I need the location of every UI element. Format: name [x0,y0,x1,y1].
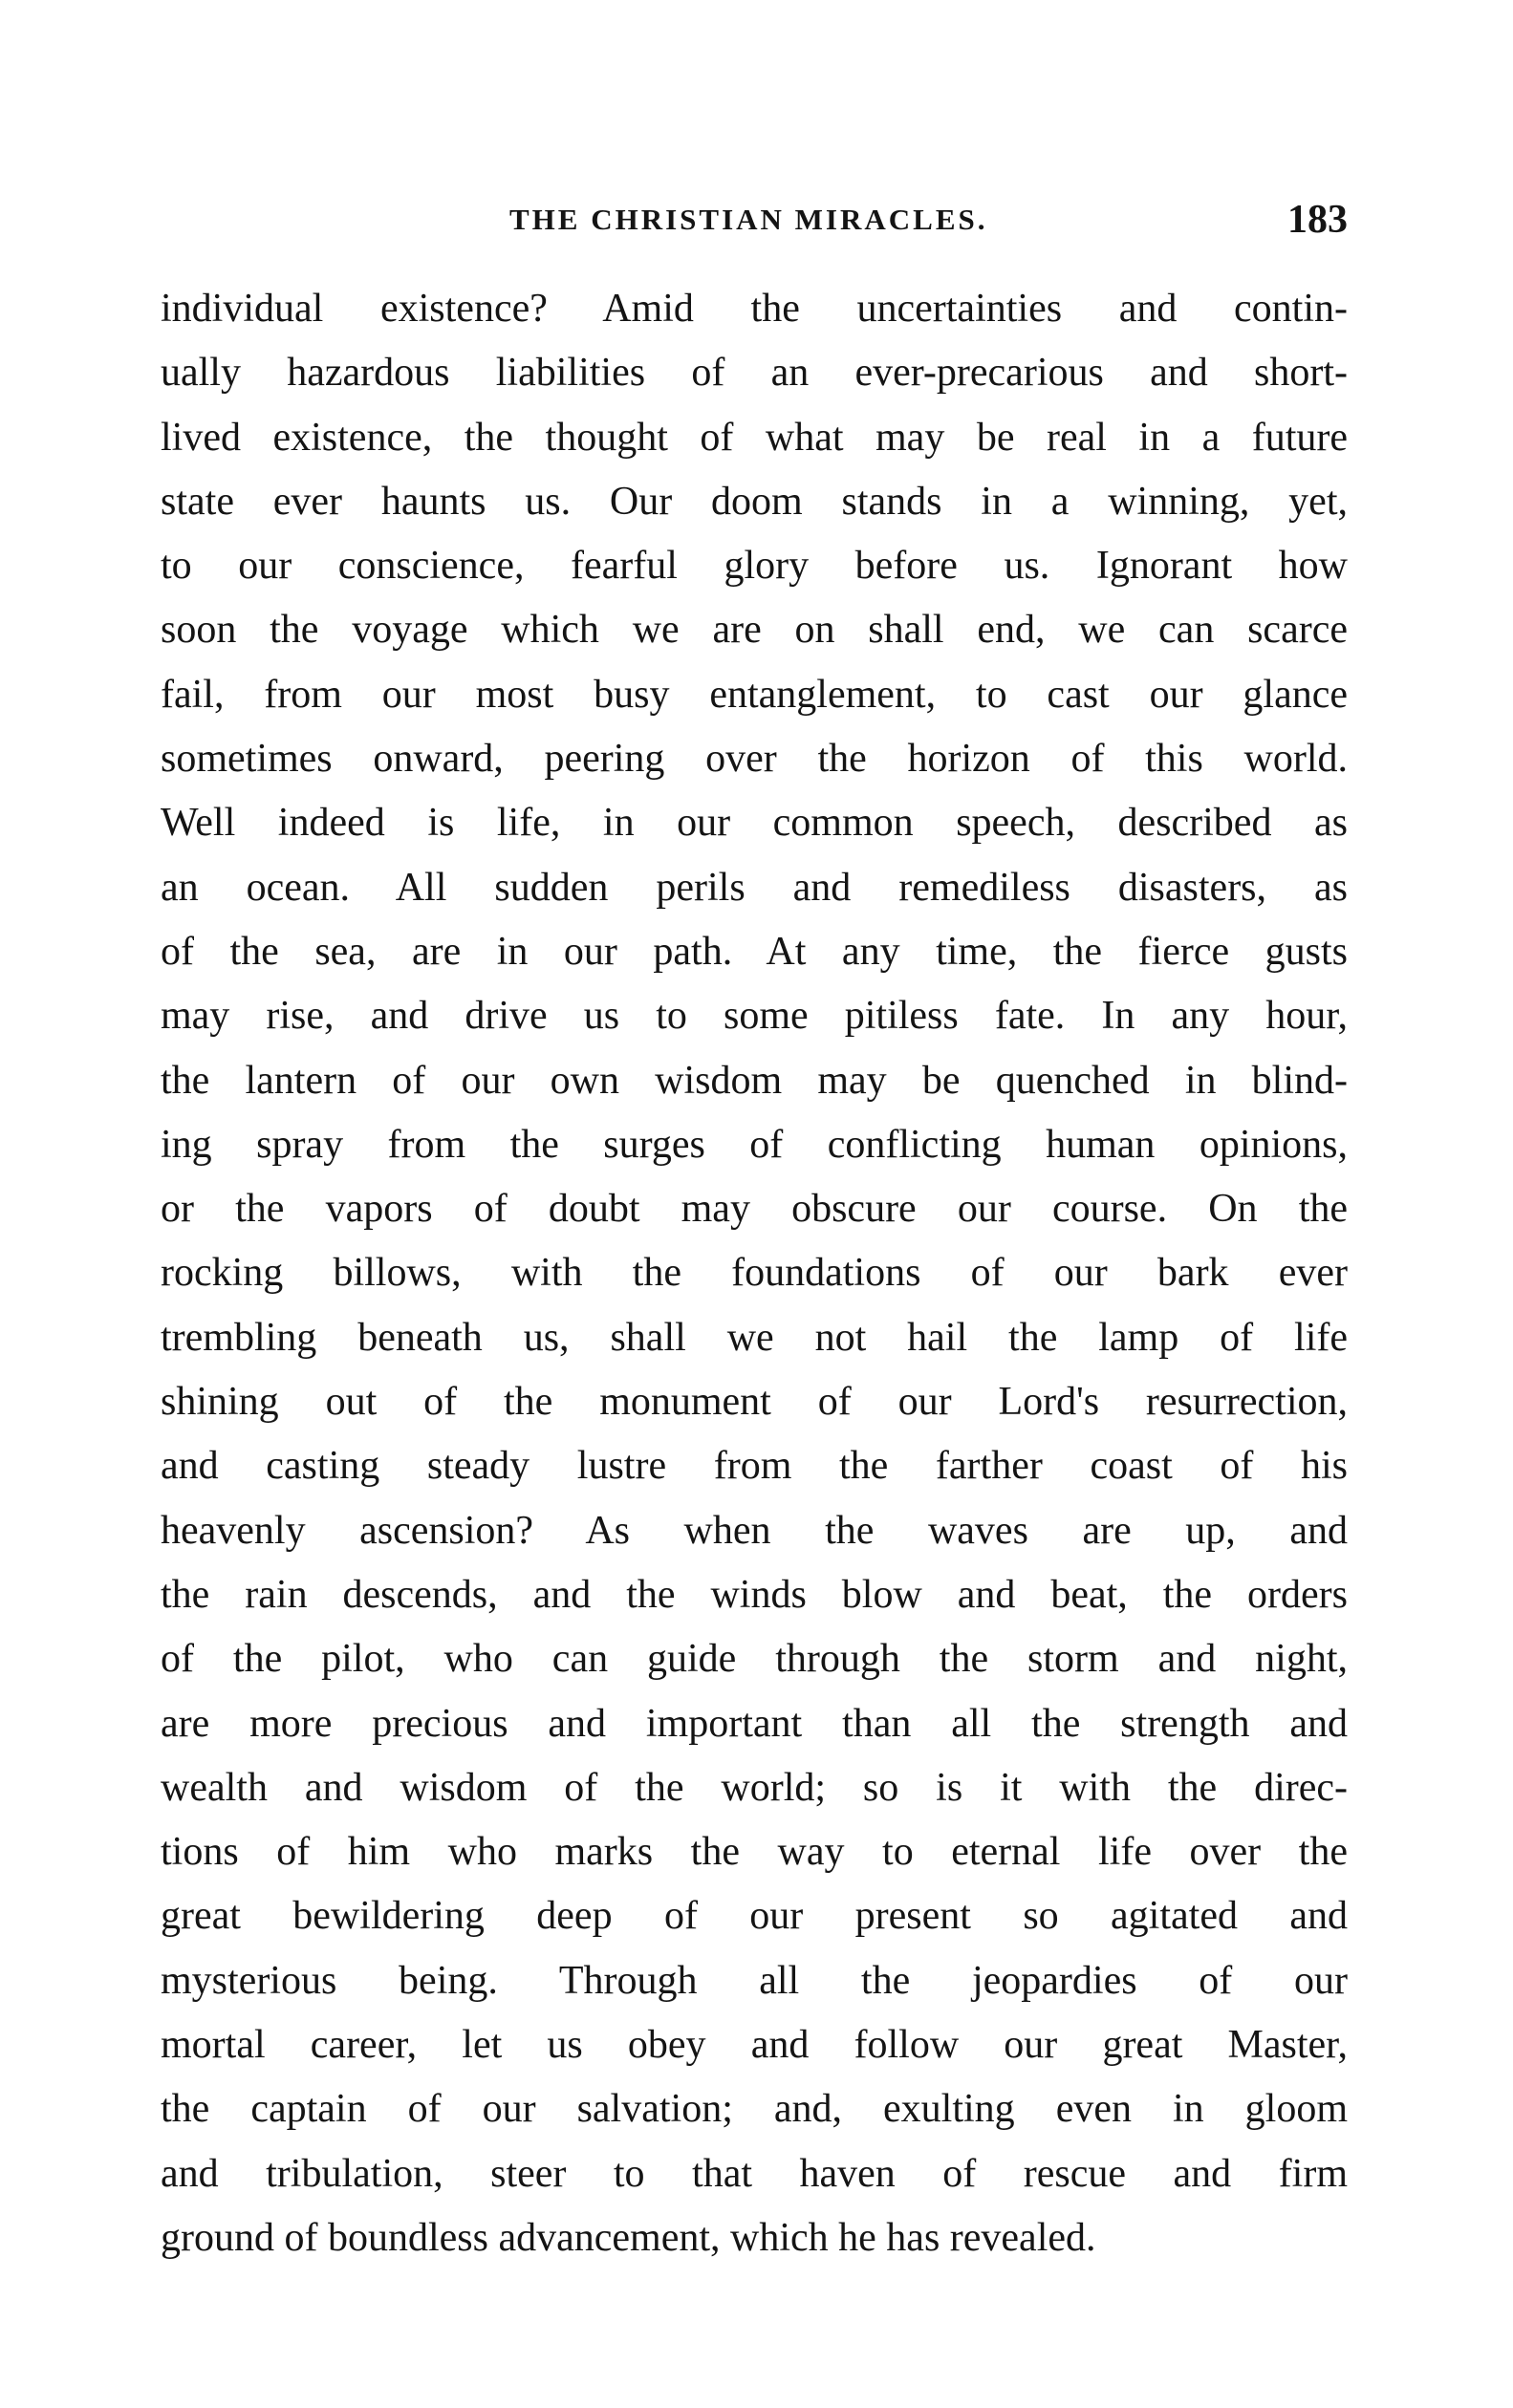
text-line: shining out of the monument of our Lord's resurrection, [161,1380,1348,1425]
text-line: soon the voyage which we are on shall end, we can scarce [161,608,1348,653]
text-line: or the vapors of doubt may obscure our course. On the [161,1187,1348,1232]
text-line: wealth and wisdom of the world; so is it with the direc- [161,1765,1348,1810]
text-line: Well indeed is life, in our common speech, described as [161,801,1348,846]
text-line: ing spray from the surges of conflicting human opinions, [161,1122,1348,1167]
text-line: the rain descends, and the winds blow and beat, the orders [161,1572,1348,1617]
body-text [161,277,1348,2270]
text-line: ground of boundless advancement, which he has revealed. [161,2215,1096,2260]
text-line: may rise, and drive us to some pitiless fate. In any hour, [161,994,1348,1039]
text-line: fail, from our most busy entanglement, to cast our glance [161,672,1348,717]
text-line: rocking billows, with the foundations of our bark ever [161,1251,1348,1296]
text-line: great bewildering deep of our present so agitated and [161,1894,1348,1939]
text-line: heavenly ascension? As when the waves are up, and [161,1508,1348,1553]
text-line: mysterious being. Through all the jeopardies of our [161,1958,1348,2003]
text-line: ually hazardous liabilities of an ever-precarious and short- [161,351,1348,396]
text-line: the captain of our salvation; and, exulting even in gloom [161,2087,1348,2132]
text-line: are more precious and important than all the strength and [161,1701,1348,1746]
text-line: the lantern of our own wisdom may be quenched in blind- [161,1058,1348,1103]
text-line: mortal career, let us obey and follow our great Master, [161,2023,1348,2068]
text-line: trembling beneath us, shall we not hail the lamp of life [161,1315,1348,1360]
text-line: tions of him who marks the way to eternal life over the [161,1830,1348,1875]
text-line: an ocean. All sudden perils and remediless disasters, as [161,865,1348,910]
text-line: sometimes onward, peering over the horizon of this world. [161,737,1348,782]
running-title: THE CHRISTIAN MIRACLES. [509,203,988,236]
page-header [161,199,1348,256]
page-number: 183 [1287,198,1348,242]
text-line: of the pilot, who can guide through the storm and night, [161,1637,1348,1682]
text-line: and tribulation, steer to that haven of rescue and firm [161,2151,1348,2196]
text-line: state ever haunts us. Our doom stands in a winning, yet, [161,479,1348,524]
text-line: and casting steady lustre from the farther coast of his [161,1444,1348,1489]
text-line: of the sea, are in our path. At any time, the fierce gusts [161,929,1348,974]
text-line: individual existence? Amid the uncertainties and contin- [161,287,1348,331]
text-line: lived existence, the thought of what may be real in a future [161,415,1348,460]
text-line: to our conscience, fearful glory before us. Ignorant how [161,544,1348,589]
